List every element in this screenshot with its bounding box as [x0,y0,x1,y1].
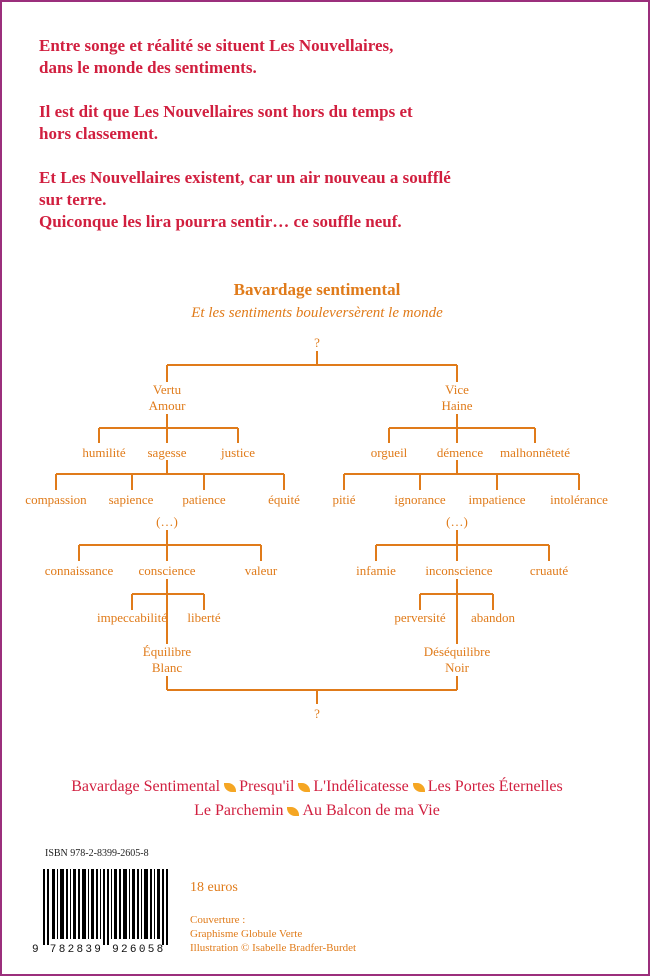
credit-line: Illustration © Isabelle Bradfer-Burdet [190,942,357,954]
credit-line: Couverture : [190,914,246,926]
tree-root-top: ? [314,335,320,350]
tree-node: cruauté [529,563,569,578]
intro-line: Et Les Nouvellaires existent, car un air nouveau a soufflé [39,168,451,187]
tree-node-label: Vice [445,382,469,397]
leaf-icon [224,783,236,792]
series-title: Le Parchemin [194,802,284,819]
series-list-line-2 [2,799,632,823]
tree-connector-lines [2,2,648,974]
intro-line: dans le monde des sentiments. [39,58,257,77]
intro-line: Quiconque les lira pourra sentir… ce souffle neuf. [39,212,402,231]
tree-node-head-left [149,382,186,414]
tree-ellipsis: (…) [156,514,178,529]
intro-line: Il est dit que Les Nouvellaires sont hors du temps et [39,102,413,121]
tree-node-label: Vertu [152,382,182,397]
tree-node: orgueil [370,445,408,460]
tree-node: malhonnêteté [499,445,571,460]
tree-node-label: Blanc [151,660,183,675]
tree-node: inconscience [425,563,493,578]
leaf-icon [287,807,299,816]
series-title: Les Portes Éternelles [427,778,563,795]
tree-node-foot-left [143,644,191,676]
tree-node-label: Haine [441,398,473,413]
tree-node-label: Équilibre [142,644,192,659]
series-title: Au Balcon de ma Vie [302,802,440,819]
tree-node: connaissance [44,563,114,578]
tree-node-head-right [441,382,472,414]
tree-node: liberté [187,610,221,625]
price: 18 euros [190,880,238,895]
series-title: Presqu'il [239,778,295,795]
tree-node: compassion [25,492,87,507]
tree-node: infamie [356,563,396,578]
intro-line: sur terre. [39,190,107,209]
tree-node: impeccabilité [96,610,168,625]
tree-node: humilité [82,445,126,460]
tree-node: sapience [108,492,154,507]
credit-line: Graphisme Globule Verte [190,928,303,940]
tree-root-bottom: ? [314,706,320,721]
series-title: L'Indélicatesse [313,778,409,795]
tree-node: ignorance [394,492,446,507]
tree-node: démence [436,445,484,460]
leaf-icon [298,783,310,792]
tree-node: impatience [468,492,526,507]
tree-title: Bavardage sentimental [233,280,401,299]
intro-line: Entre songe et réalité se situent Les Nouvellaires, [39,36,394,55]
tree-node: intolérance [550,492,608,507]
tree-node-foot-right [424,644,490,676]
intro-line: hors classement. [39,124,158,143]
series-title: Bavardage Sentimental [71,778,221,795]
tree-node: conscience [138,563,196,578]
barcode-digits: 9 782839 926058 [32,944,166,956]
tree-node: pitié [332,492,356,507]
tree-node-label: Noir [445,660,469,675]
tree-node-label: Amour [148,398,186,413]
tree-node: abandon [470,610,516,625]
tree-ellipsis: (…) [446,514,468,529]
tree-node: justice [221,445,255,460]
series-list-line-1 [2,775,632,799]
tree-node: patience [182,492,226,507]
tree-node: perversité [394,610,446,625]
tree-subtitle: Et les sentiments bouleversèrent le monde [191,305,443,321]
leaf-icon [413,783,425,792]
isbn-number: ISBN 978-2-8399-2605-8 [45,848,149,859]
tree-node: équité [268,492,300,507]
tree-node: sagesse [147,445,187,460]
tree-node-label: Déséquilibre [423,644,491,659]
barcode-icon [43,869,169,945]
tree-node: valeur [244,563,278,578]
